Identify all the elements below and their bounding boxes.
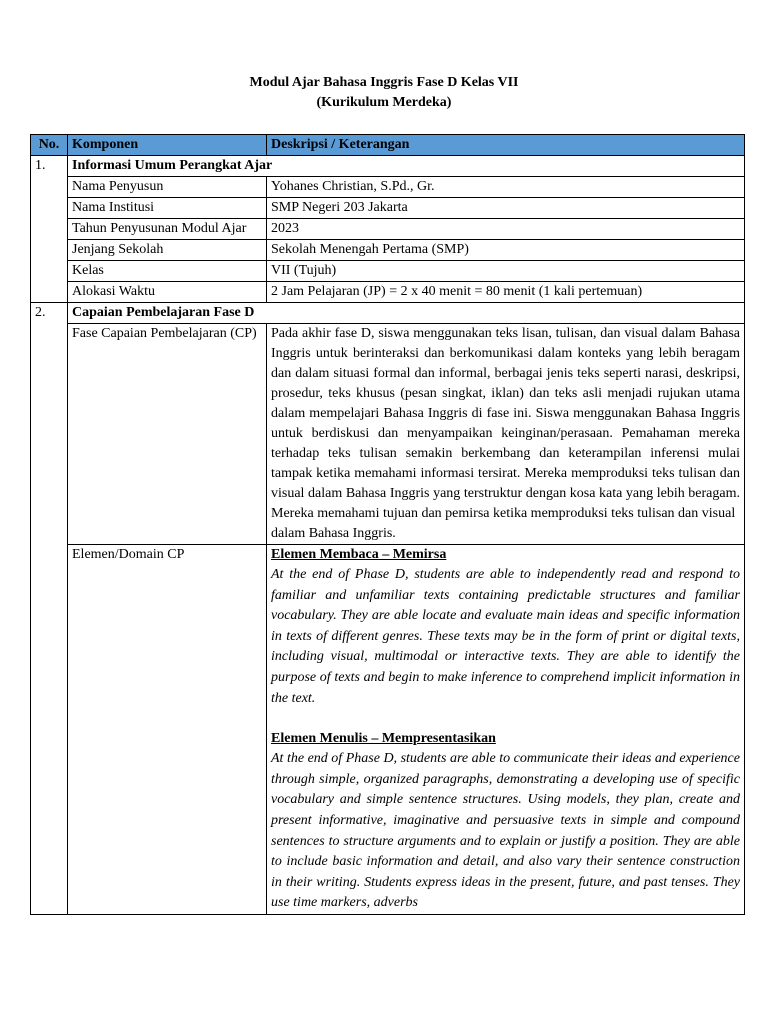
header-deskripsi: Deskripsi / Keterangan (267, 135, 745, 156)
title-line-2: (Kurikulum Merdeka) (316, 95, 452, 110)
row-label: Alokasi Waktu (68, 282, 267, 303)
reading-text: At the end of Phase D, students are able to independently read and respond to familiar and unfamiliar texts containing predictable structures and familiar vocabulary. They are able locate and evaluate main ideas and specific information in texts of different genres. These texts may be in the form of print or digital texts, including visual, multimodal or interactive texts. They are able to identify the purpose of texts and begin to make inference to comprehend implicit information in the text. (271, 567, 740, 706)
modul-table (30, 134, 745, 915)
section-1-number: 1. (31, 156, 68, 303)
domain-label: Elemen/Domain CP (68, 545, 267, 915)
domain-description (267, 545, 745, 915)
reading-heading: Elemen Membaca – Memirsa (271, 547, 447, 562)
row-label: Nama Penyusun (68, 177, 267, 198)
row-value: 2023 (267, 219, 745, 240)
table-row (31, 219, 745, 240)
row-value: Yohanes Christian, S.Pd., Gr. (267, 177, 745, 198)
row-value: 2 Jam Pelajaran (JP) = 2 x 40 menit = 80 menit (1 kali pertemuan) (267, 282, 745, 303)
table-row (31, 324, 745, 545)
title-line-1: Modul Ajar Bahasa Inggris Fase D Kelas VII (249, 75, 519, 90)
cp-label: Fase Capaian Pembelajaran (CP) (68, 324, 267, 545)
table-row (31, 282, 745, 303)
section-2-row (31, 303, 745, 324)
row-label: Tahun Penyusunan Modul Ajar (68, 219, 267, 240)
cp-description (267, 324, 745, 545)
table-row (31, 177, 745, 198)
row-value: SMP Negeri 203 Jakarta (267, 198, 745, 219)
section-2-number: 2. (31, 303, 68, 915)
writing-text: At the end of Phase D, students are able to communicate their ideas and experience through simple, organized paragraphs, demonstrating a developing use of specific vocabulary and simple sentence structures. Using models, they plan, create and present informative, imaginative and persuasive texts in simple and compound sentences to structure arguments and to explain or justify a position. They are able to include basic information and detail, and also vary their sentence construction in their writing. Students express ideas in the present, future, and past tenses. They use time markers, adverbs (271, 751, 740, 911)
spacer (271, 709, 740, 729)
section-1-row (31, 156, 745, 177)
row-label: Nama Institusi (68, 198, 267, 219)
table-row (31, 545, 745, 915)
table-row (31, 261, 745, 282)
header-no: No. (31, 135, 68, 156)
cp-text: Pada akhir fase D, siswa menggunakan teks lisan, tulisan, dan visual dalam Bahasa Inggris untuk berinteraksi dan berkomunikasi dalam konteks yang lebih beragam dan dalam situasi formal dan informal, berbagai jenis teks seperti narasi, deskripsi, prosedur, teks khusus (pesan singkat, iklan) dan teks asli menjadi rujukan utama dalam mempelajari Bahasa Inggris di fase ini. Siswa menggunakan Bahasa Inggris untuk berdiskusi dan menyampaikan keinginan/perasaan. Pemahaman mereka terhadap teks tulisan semakin berkembang dan keterampilan inferensi mulai tampak ketika memahami informasi tersirat. Mereka memproduksi teks tulisan dan visual dalam Bahasa Inggris yang terstruktur dengan kosa kata yang lebih beragam. Mereka memahami tujuan dan pemirsa ketika memproduksi teks tulisan dan visual (271, 326, 740, 521)
cp-text-last: dalam Bahasa Inggris. (271, 526, 396, 541)
writing-heading: Elemen Menulis – Mempresentasikan (271, 731, 496, 747)
document-title (0, 73, 768, 113)
table-header-row (31, 135, 745, 156)
table-row (31, 198, 745, 219)
section-1-title: Informasi Umum Perangkat Ajar (68, 156, 745, 177)
section-2-title: Capaian Pembelajaran Fase D (68, 303, 745, 324)
row-value: Sekolah Menengah Pertama (SMP) (267, 240, 745, 261)
row-label: Jenjang Sekolah (68, 240, 267, 261)
row-label: Kelas (68, 261, 267, 282)
table-row (31, 240, 745, 261)
row-value: VII (Tujuh) (267, 261, 745, 282)
header-komponen: Komponen (68, 135, 267, 156)
